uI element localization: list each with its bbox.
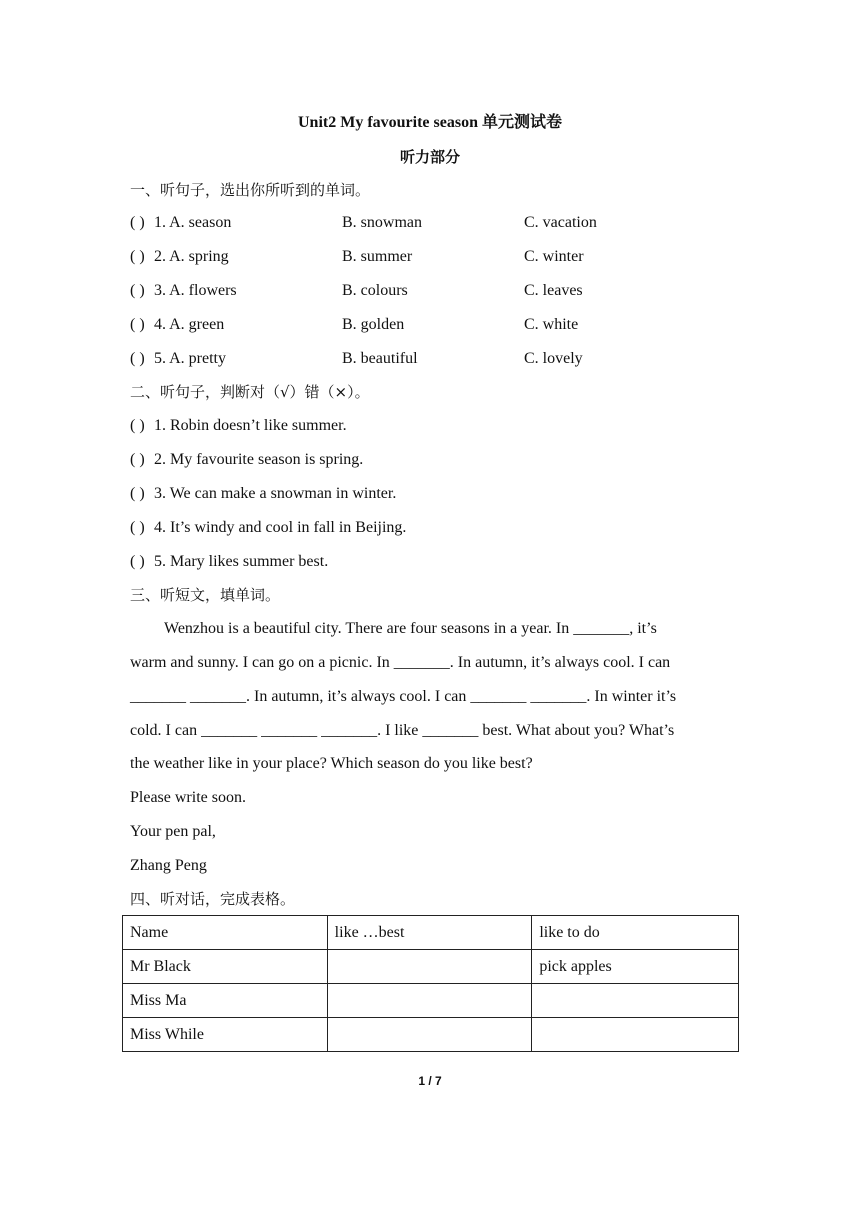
option-c: C. leaves [524, 282, 583, 299]
option-a: 4. A. green [154, 316, 225, 333]
option-c: C. winter [524, 248, 584, 265]
answer-blank: ( ) [130, 519, 145, 536]
option-b: B. summer [342, 248, 413, 265]
section-3-heading: 三、听短文，填单词。 [130, 586, 281, 604]
passage-line: warm and sunny. I can go on a picnic. In _______. In autumn, it’s always cool. I can [130, 654, 671, 671]
table-row [123, 950, 739, 984]
statement-text: 4. It’s windy and cool in fall in Beijing. [154, 519, 407, 536]
statement-text: 5. Mary likes summer best. [154, 553, 329, 570]
answer-table [122, 915, 739, 1052]
option-a: 1. A. season [154, 214, 232, 231]
answer-blank: ( ) [130, 214, 145, 231]
passage-line: the weather like in your place? Which season do you like best? [130, 755, 533, 772]
option-c: C. lovely [524, 350, 583, 367]
statement-text: 1. Robin doesn’t like summer. [154, 417, 347, 434]
choice-question [130, 247, 730, 267]
table-cell [532, 1018, 739, 1052]
table-cell [327, 984, 532, 1018]
table-header-row [123, 916, 739, 950]
true-false-question [130, 552, 730, 572]
table-header-cell: like …best [327, 916, 532, 950]
option-c: C. white [524, 316, 579, 333]
statement-text: 3. We can make a snowman in winter. [154, 485, 397, 502]
table-cell [327, 950, 532, 984]
answer-blank: ( ) [130, 451, 145, 468]
option-a: 2. A. spring [154, 248, 229, 265]
page-number: 1 / 7 [418, 1074, 442, 1088]
answer-blank: ( ) [130, 316, 145, 333]
option-c: C. vacation [524, 214, 597, 231]
choice-question [130, 281, 730, 301]
passage-line: _______ _______. In autumn, it’s always cool. I can _______ _______. In winter it’s [130, 688, 677, 705]
choice-question [130, 349, 730, 369]
table-header-cell: like to do [532, 916, 739, 950]
passage-line: cold. I can _______ _______ _______. I like _______ best. What about you? What’s [130, 722, 675, 739]
table-header-cell: Name [123, 916, 328, 950]
table-cell: Mr Black [123, 950, 328, 984]
answer-blank: ( ) [130, 553, 145, 570]
table-row [123, 984, 739, 1018]
choice-question [130, 315, 730, 335]
answer-blank: ( ) [130, 485, 145, 502]
true-false-question [130, 416, 730, 436]
table-cell [327, 1018, 532, 1052]
answer-blank: ( ) [130, 350, 145, 367]
passage-signoff: Your pen pal, [130, 823, 216, 840]
option-b: B. colours [342, 282, 408, 299]
table-cell: Miss While [123, 1018, 328, 1052]
section-4-heading: 四、听对话，完成表格。 [130, 890, 296, 908]
section-1-heading: 一、听句子，选出你所听到的单词。 [130, 181, 371, 199]
statement-text: 2. My favourite season is spring. [154, 451, 364, 468]
page-title: Unit2 My favourite season 单元测试卷 [298, 114, 562, 131]
option-b: B. beautiful [342, 350, 418, 367]
passage-closing: Please write soon. [130, 789, 246, 806]
option-a: 3. A. flowers [154, 282, 237, 299]
page-subtitle: 听力部分 [399, 148, 460, 166]
answer-blank: ( ) [130, 417, 145, 434]
answer-blank: ( ) [130, 248, 145, 265]
choice-question [130, 213, 730, 233]
passage-line: Wenzhou is a beautiful city. There are four seasons in a year. In _______, it’s [164, 620, 657, 637]
passage-signature: Zhang Peng [130, 857, 207, 874]
table-cell: pick apples [532, 950, 739, 984]
table-row [123, 1018, 739, 1052]
option-b: B. snowman [342, 214, 422, 231]
section-2-heading: 二、听句子，判断对（√）错（×）。 [130, 383, 370, 401]
table-cell [532, 984, 739, 1018]
answer-blank: ( ) [130, 282, 145, 299]
true-false-question [130, 518, 730, 538]
table-cell: Miss Ma [123, 984, 328, 1018]
true-false-question [130, 450, 730, 470]
true-false-question [130, 484, 730, 504]
option-a: 5. A. pretty [154, 350, 226, 367]
option-b: B. golden [342, 316, 405, 333]
